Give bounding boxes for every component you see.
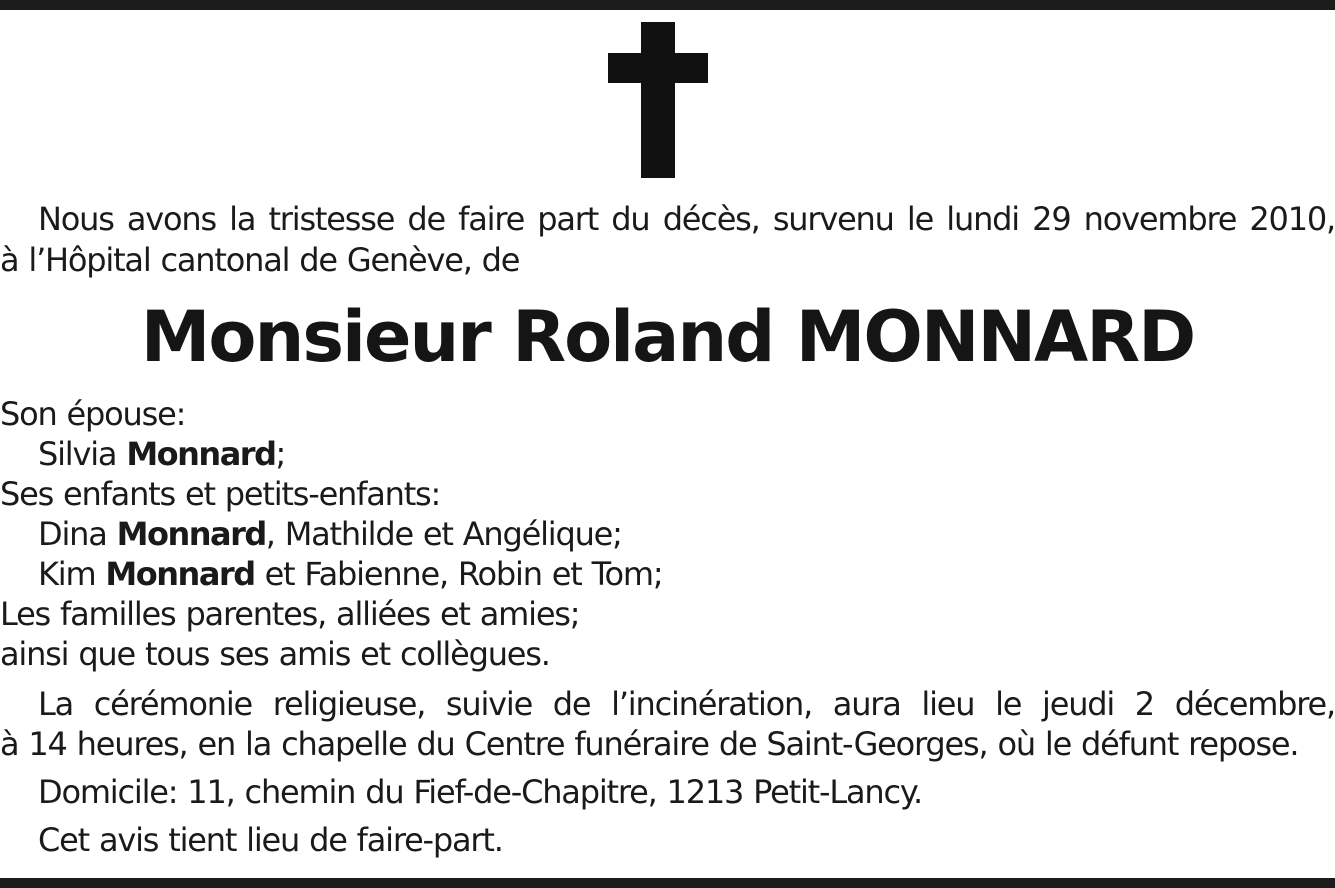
intro-line-2: à l’Hôpital cantonal de Genève, de <box>0 241 520 279</box>
spouse-heading: Son épouse: <box>0 395 186 433</box>
child1-first-name: Dina <box>38 515 117 553</box>
child-line-1 <box>38 514 622 554</box>
cross-vertical-bar <box>641 22 675 178</box>
cross-icon <box>608 22 708 178</box>
child-line-2 <box>38 554 662 594</box>
child2-first-name: Kim <box>38 555 106 593</box>
child1-last-name: Monnard <box>116 515 266 553</box>
ceremony-line-2: à 14 heures, en la chapelle du Centre funéraire de Saint-Georges, où le défunt repose. <box>0 725 1299 763</box>
child1-rest: , Mathilde et Angélique; <box>265 515 622 553</box>
spouse-first-name: Silvia <box>38 435 127 473</box>
spouse-line-end: ; <box>275 435 286 473</box>
friends-line: ainsi que tous ses amis et collègues. <box>0 635 550 673</box>
ceremony-line-1: La cérémonie religieuse, suivie de l’incinération, aura lieu le jeudi 2 décembre, <box>38 685 1335 723</box>
cross-horizontal-bar <box>608 53 708 83</box>
spouse-line <box>38 434 285 474</box>
children-heading: Ses enfants et petits-enfants: <box>0 475 441 513</box>
intro-line-1: Nous avons la tristesse de faire part du décès, survenu le lundi 29 novembre 2010, <box>38 200 1335 238</box>
deceased-name: Monsieur Roland MONNARD <box>140 296 1195 378</box>
top-border-rule <box>0 0 1335 10</box>
child2-rest: et Fabienne, Robin et Tom; <box>254 555 663 593</box>
spouse-last-name: Monnard <box>126 435 276 473</box>
closing-line: Cet avis tient lieu de faire-part. <box>38 821 503 859</box>
domicile-line: Domicile: 11, chemin du Fief-de-Chapitre, 1213 Petit-Lancy. <box>38 773 922 811</box>
child2-last-name: Monnard <box>105 555 255 593</box>
bottom-border-rule <box>0 878 1335 888</box>
families-line: Les familles parentes, alliées et amies; <box>0 595 580 633</box>
